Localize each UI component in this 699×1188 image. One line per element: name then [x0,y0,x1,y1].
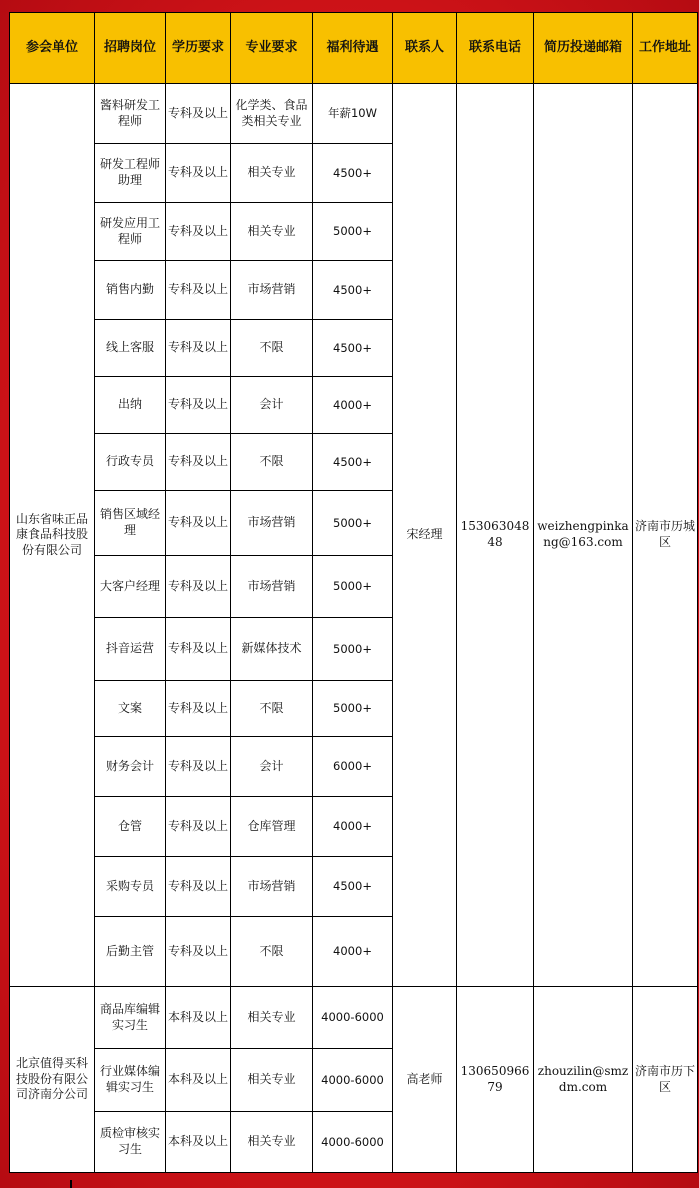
job-major: 会计 [231,737,313,797]
job-education: 专科及以上 [166,144,231,203]
job-education: 专科及以上 [166,491,231,556]
job-education: 专科及以上 [166,618,231,681]
job-position: 线上客服 [95,320,166,377]
job-major: 不限 [231,681,313,737]
header-company: 参会单位 [10,13,95,84]
job-position: 采购专员 [95,857,166,917]
job-salary: 4000+ [313,797,393,857]
job-education: 专科及以上 [166,737,231,797]
job-position: 财务会计 [95,737,166,797]
job-education: 专科及以上 [166,320,231,377]
job-education: 本科及以上 [166,987,231,1049]
job-position: 酱料研发工程师 [95,84,166,144]
job-major: 不限 [231,917,313,987]
job-major: 相关专业 [231,1112,313,1173]
header-address: 工作地址 [633,13,698,84]
job-position: 出纳 [95,377,166,434]
job-salary: 年薪10W [313,84,393,144]
job-salary: 5000+ [313,556,393,618]
recruitment-table [9,12,698,1173]
company-name: 山东省味正品康食品科技股份有限公司 [10,84,95,987]
job-education: 专科及以上 [166,434,231,491]
job-major: 市场营销 [231,556,313,618]
header-major: 专业要求 [231,13,313,84]
header-salary: 福利待遇 [313,13,393,84]
contact-person: 高老师 [393,987,457,1173]
job-salary: 4500+ [313,857,393,917]
job-major: 相关专业 [231,203,313,261]
job-major: 不限 [231,320,313,377]
job-education: 专科及以上 [166,84,231,144]
job-salary: 5000+ [313,681,393,737]
header-education: 学历要求 [166,13,231,84]
job-position: 仓管 [95,797,166,857]
job-position: 销售区域经理 [95,491,166,556]
contact-person: 宋经理 [393,84,457,987]
decorative-mark [70,1180,72,1188]
resume-email: zhouzilin@smzdm.com [534,987,633,1173]
job-education: 专科及以上 [166,917,231,987]
job-education: 专科及以上 [166,203,231,261]
job-salary: 4000-6000 [313,1049,393,1112]
resume-email: weizhengpinkang@163.com [534,84,633,987]
work-address: 济南市历下区 [633,987,698,1173]
job-major: 会计 [231,377,313,434]
job-salary: 5000+ [313,203,393,261]
header-phone: 联系电话 [457,13,534,84]
job-position: 后勤主管 [95,917,166,987]
job-major: 化学类、食品类相关专业 [231,84,313,144]
job-position: 研发工程师助理 [95,144,166,203]
job-salary: 4000+ [313,917,393,987]
job-salary: 4500+ [313,261,393,320]
job-major: 相关专业 [231,144,313,203]
work-address: 济南市历城区 [633,84,698,987]
job-position: 文案 [95,681,166,737]
table-row [10,84,698,144]
company-name: 北京值得买科技股份有限公司济南分公司 [10,987,95,1173]
table-row [10,987,698,1049]
job-position: 研发应用工程师 [95,203,166,261]
job-salary: 4000+ [313,377,393,434]
job-salary: 5000+ [313,618,393,681]
job-salary: 4500+ [313,144,393,203]
job-major: 仓库管理 [231,797,313,857]
job-education: 专科及以上 [166,681,231,737]
job-major: 不限 [231,434,313,491]
job-position: 行业媒体编辑实习生 [95,1049,166,1112]
table-header-row [10,13,698,84]
job-education: 专科及以上 [166,556,231,618]
job-salary: 4500+ [313,320,393,377]
contact-phone: 15306304848 [457,84,534,987]
job-education: 本科及以上 [166,1112,231,1173]
header-contact: 联系人 [393,13,457,84]
job-major: 市场营销 [231,491,313,556]
job-position: 销售内勤 [95,261,166,320]
job-position: 商品库编辑实习生 [95,987,166,1049]
job-major: 相关专业 [231,1049,313,1112]
job-major: 新媒体技术 [231,618,313,681]
contact-phone: 13065096679 [457,987,534,1173]
job-position: 抖音运营 [95,618,166,681]
job-education: 专科及以上 [166,377,231,434]
job-major: 市场营销 [231,857,313,917]
job-education: 专科及以上 [166,857,231,917]
job-salary: 4500+ [313,434,393,491]
job-education: 专科及以上 [166,797,231,857]
job-salary: 4000-6000 [313,1112,393,1173]
job-position: 行政专员 [95,434,166,491]
job-salary: 4000-6000 [313,987,393,1049]
job-major: 相关专业 [231,987,313,1049]
job-major: 市场营销 [231,261,313,320]
job-salary: 5000+ [313,491,393,556]
job-education: 专科及以上 [166,261,231,320]
job-education: 本科及以上 [166,1049,231,1112]
job-salary: 6000+ [313,737,393,797]
job-position: 质检审核实习生 [95,1112,166,1173]
job-position: 大客户经理 [95,556,166,618]
header-position: 招聘岗位 [95,13,166,84]
header-email: 简历投递邮箱 [534,13,633,84]
